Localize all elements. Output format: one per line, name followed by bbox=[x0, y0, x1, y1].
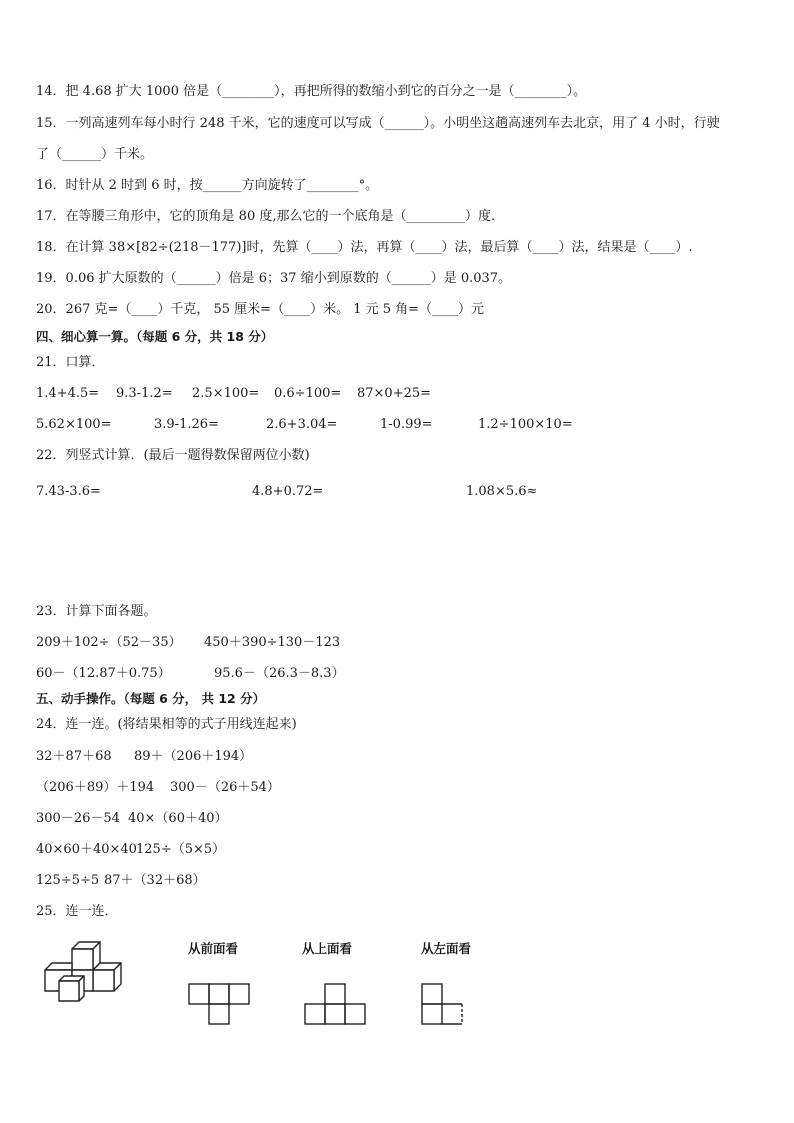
top-view-figure bbox=[304, 982, 368, 1026]
oral-item: 9.3-1.2= bbox=[116, 386, 173, 401]
calc-item: 209＋102÷（52－35） bbox=[36, 635, 182, 650]
oral-item: 87×0+25= bbox=[357, 386, 432, 401]
match-left-expression: 300－26－54 bbox=[36, 811, 120, 826]
oral-item: 3.9-1.26= bbox=[154, 417, 219, 432]
calc-item: 60－（12.87＋0.75） bbox=[36, 666, 171, 681]
question-22-title: 22．列竖式计算．(最后一题得数保留两位小数) bbox=[36, 448, 310, 463]
question-23-title: 23．计算下面各题。 bbox=[36, 604, 157, 619]
match-left-expression: （206＋89）＋194 bbox=[36, 780, 155, 795]
question-15-line-2: 了（______）千米。 bbox=[36, 147, 154, 162]
oral-item: 0.6÷100= bbox=[274, 386, 342, 401]
view-label-front: 从前面看 bbox=[188, 941, 239, 956]
question-20: 20．267 克=（____）千克， 55 厘米=（____）米。 1 元 5 角=（____）元 bbox=[36, 302, 485, 317]
oral-item: 5.62×100= bbox=[36, 417, 112, 432]
oral-item: 2.5×100= bbox=[192, 386, 260, 401]
question-18: 18．在计算 38×[82÷(218－177)]时，先算（____）法，再算（____）法，最后算（____）法，结果是（____）. bbox=[36, 240, 693, 255]
match-right-expression: 40×（60＋40） bbox=[128, 811, 228, 826]
match-left-expression: 32＋87＋68 bbox=[36, 749, 112, 764]
oral-item: 2.6+3.04= bbox=[266, 417, 338, 432]
question-19: 19．0.06 扩大原数的（______）倍是 6；37 缩小到原数的（______）是 0.037。 bbox=[36, 271, 512, 286]
oral-item: 1.4+4.5= bbox=[36, 386, 100, 401]
vertical-calc-item: 1.08×5.6≈ bbox=[466, 484, 538, 499]
question-14: 14．把 4.68 扩大 1000 倍是（________），再把所得的数缩小到它的百分之一是（________）。 bbox=[36, 84, 587, 99]
view-label-top: 从上面看 bbox=[302, 941, 353, 956]
cube-stack-figure bbox=[40, 937, 130, 1009]
front-view-figure bbox=[188, 982, 252, 1026]
match-right-expression: 89＋（206＋194） bbox=[134, 749, 253, 764]
question-15-line-1: 15．一列高速列车每小时行 248 千米，它的速度可以写成（______）。小明坐这趟高速列车去北京，用了 4 小时，行驶 bbox=[36, 116, 720, 131]
question-25-title: 25．连一连． bbox=[36, 904, 118, 919]
oral-item: 1.2÷100×10= bbox=[478, 417, 573, 432]
section-4-title: 四、细心算一算。（每题 6 分，共 18 分） bbox=[36, 329, 274, 344]
match-right-expression: 125÷（5×5） bbox=[136, 842, 226, 857]
oral-item: 1-0.99= bbox=[380, 417, 433, 432]
view-label-left: 从左面看 bbox=[421, 941, 472, 956]
match-left-expression: 40×60＋40×40 bbox=[36, 842, 137, 857]
section-5-title: 五、动手操作。（每题 6 分， 共 12 分） bbox=[36, 691, 266, 706]
vertical-calc-item: 7.43-3.6= bbox=[36, 484, 101, 499]
match-right-expression: 300－（26＋54） bbox=[170, 780, 280, 795]
vertical-calc-item: 4.8+0.72= bbox=[252, 484, 324, 499]
question-16: 16．时针从 2 时到 6 时，按______方向旋转了________°。 bbox=[36, 178, 379, 193]
calc-item: 95.6－（26.3－8.3） bbox=[214, 666, 345, 681]
match-left-expression: 125÷5÷5 bbox=[36, 873, 100, 888]
question-21-title: 21．口算． bbox=[36, 355, 105, 370]
question-17: 17．在等腰三角形中，它的顶角是 80 度,那么它的一个底角是（_________）度． bbox=[36, 209, 504, 224]
question-24-title: 24．连一连。(将结果相等的式子用线连起来) bbox=[36, 717, 297, 732]
left-view-figure bbox=[420, 982, 466, 1028]
calc-item: 450＋390÷130－123 bbox=[204, 635, 341, 650]
match-right-expression: 87＋（32＋68） bbox=[104, 873, 206, 888]
